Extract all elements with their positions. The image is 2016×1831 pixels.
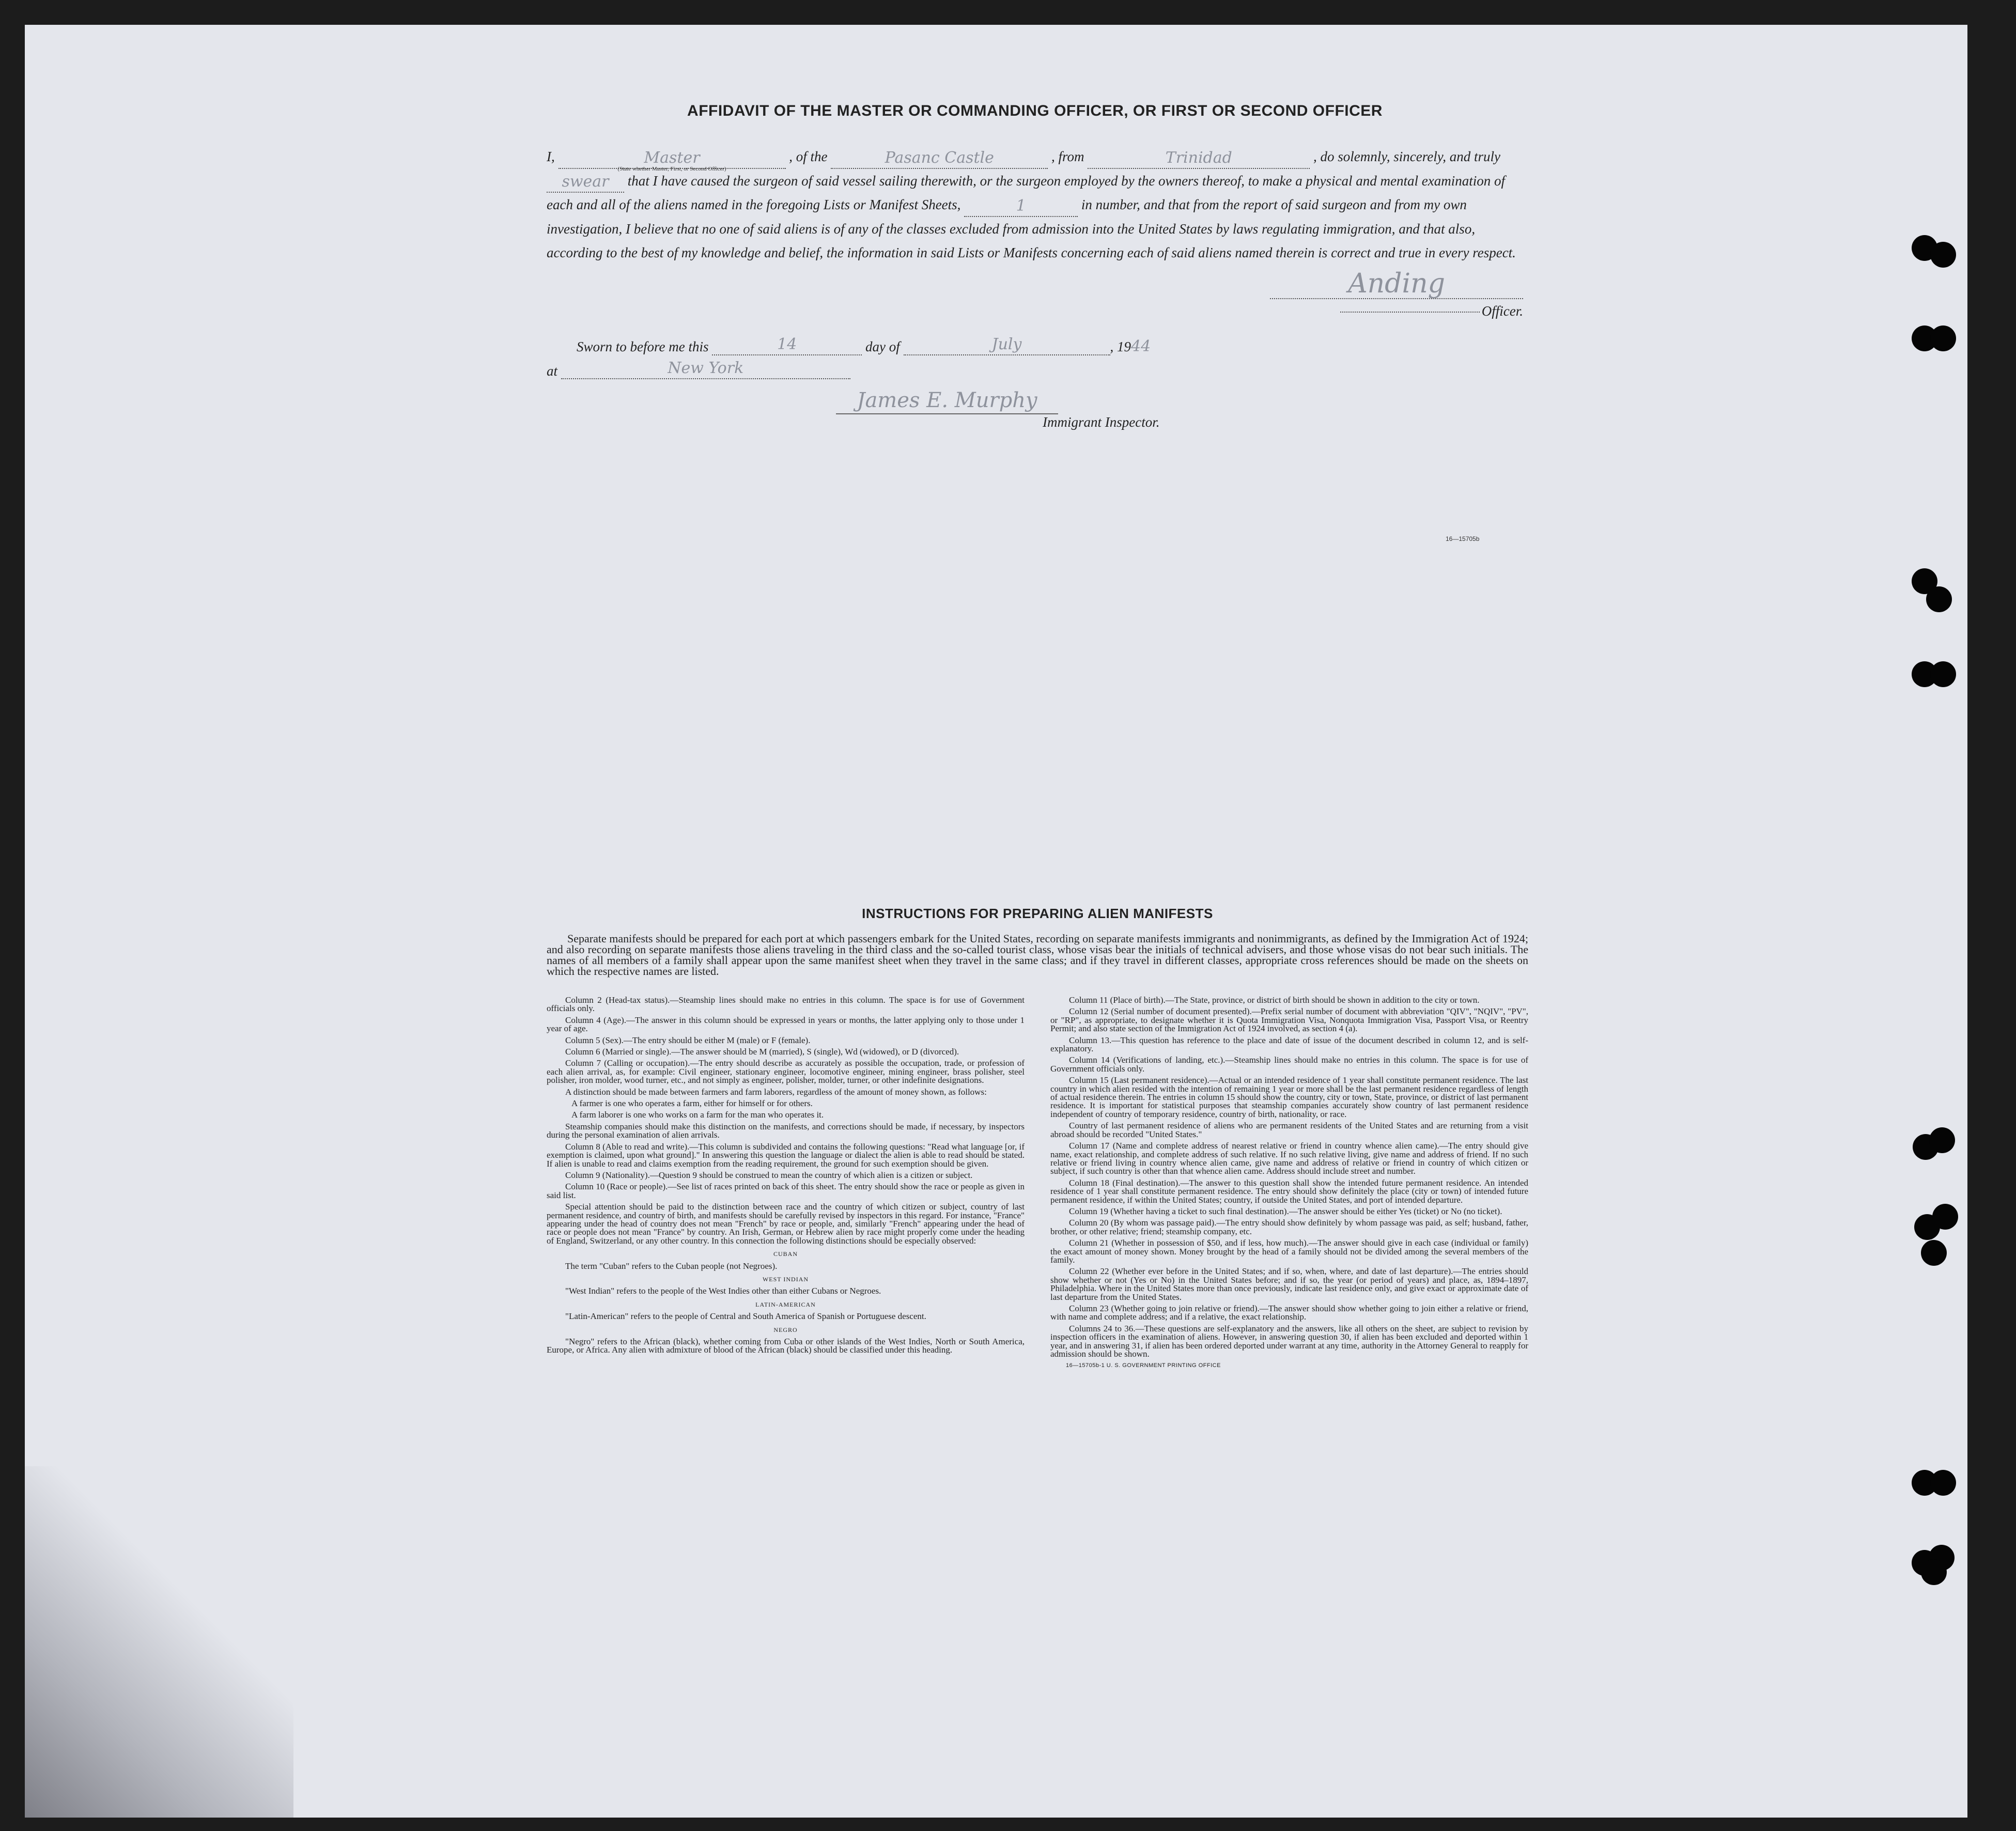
instructions-left-column — [547, 996, 1025, 1370]
right-paragraph: Column 12 (Serial number of document presented).—Prefix serial number of document with abbreviation "QIV", "NQIV", "PV", or "RP", as appropriate, to designate whether it is Quota Immigration Visa, Nonquota Immigration Visa, Passport Visa, or Reentry Permit; and also state section of the Immigration Act of 1924 involved, as section 4 (a). — [1050, 1006, 1528, 1034]
month-handwriting: July — [991, 335, 1022, 353]
affidavit-text-4: , do solemnly, sincerely, and truly — [1313, 149, 1500, 164]
subheading-negro: NEGRO — [773, 1326, 798, 1333]
document-page — [25, 25, 1967, 1818]
right-paragraph: Column 11 (Place of birth).—The State, province, or district of birth should be shown in addition to the city or town. — [1069, 995, 1480, 1005]
right-paragraph: Column 17 (Name and complete address of nearest relative or friend in country whence alien came).—The entry should give name, exact relationship, and complete address of such relative. If no such relative living, give name and address of friend. If no such relative or friend living in country whence alien came, give name and address of relative or friend in country of which citizen or subject, if such country is other than that whence alien came. Address should include street and number. — [1050, 1141, 1528, 1176]
subheading-cuban: CUBAN — [773, 1250, 798, 1258]
punch-hole — [1930, 661, 1956, 687]
left-paragraph: Column 7 (Calling or occupation).—The entry should describe as accurately as possible the occupation, trade, or profession of each alien arrival, as, for example: Civil engineer, stationary engineer, locomotive engineer, mining engineer, brass polisher, steel polisher, iron molder, wood turner, etc., and not simply as engineer, polisher, molder, turner, or other indefinite designations. — [547, 1058, 1025, 1085]
left-paragraph: "Negro" refers to the African (black), whether coming from Cuba or other islands of the West Indies, North or South America, Europe, or Africa. Any alien with admixture of blood of the African (black) should be classified under this heading. — [547, 1337, 1025, 1355]
right-paragraph: Column 19 (Whether having a ticket to such final destination).—The answer should be either Yes (ticket) or No (no ticket). — [1069, 1206, 1502, 1216]
place-field — [561, 359, 850, 379]
affidavit-section — [547, 102, 1523, 430]
rank-note: (State whether Master, First, or Second Officer) — [617, 165, 726, 172]
right-paragraph: Columns 24 to 36.—These questions are self-explanatory and the answers, like all others on the sheet, are subject to revision by inspection officers in the examination of aliens. However, in answering question 30, if alien has been excluded and deported within 1 year, and in answering 31, if alien has been ordered deported under warrant at any time, authority in the Attorney General to reapply for admission should be shown. — [1050, 1323, 1528, 1359]
signature-row — [547, 269, 1523, 299]
place-line — [547, 359, 1523, 379]
port-field — [1088, 148, 1310, 169]
left-paragraph: Column 5 (Sex).—The entry should be either M (male) or F (female). — [565, 1035, 811, 1045]
day-handwriting: 14 — [777, 335, 797, 353]
affidavit-title: AFFIDAVIT OF THE MASTER OR COMMANDING OFFICER, OR FIRST OR SECOND OFFICER — [687, 102, 1383, 119]
right-paragraph: Column 23 (Whether going to join relative or friend).—The answer should show whether going to join either a relative or friend, with name and complete address; and if a relative, the exact relationship. — [1050, 1304, 1528, 1322]
affidavit-text-5: that I have caused the surgeon of said vessel sailing therewith, or the surgeon employed by the owners thereof, to make a physical and mental examination of each and all of the aliens named in the foregoing Lists or Manifest Sheets, — [547, 173, 1505, 212]
right-paragraph: Column 13.—This question has reference to the place and date of issue of the document described in column 12, and is self-explanatory. — [1050, 1035, 1528, 1054]
officer-label: Officer. — [1481, 303, 1523, 319]
sworn-text-c: , 19 — [1110, 338, 1131, 354]
left-paragraph: Column 4 (Age).—The answer in this column should be expressed in years or months, the latter applying only to those under 1 year of age. — [547, 1015, 1025, 1034]
officer-line — [1340, 312, 1480, 313]
oath-handwriting: swear — [562, 173, 609, 191]
left-paragraph: A farmer is one who operates a farm, either for himself or for others. — [571, 1098, 813, 1109]
left-paragraph: Column 8 (Able to read and write).—This column is subdivided and contains the following questions: "Read what language [or, if exemption is claimed, upon what ground]." In answering this question the language or dialect the alien is able to read should be stated. If alien is unable to read and claims exemption from the reading requirement, the ground for such exemption should be given. — [547, 1141, 1025, 1169]
rank-field — [559, 148, 786, 172]
affidavit-text-2: , of the — [789, 149, 828, 164]
punch-hole — [1932, 1204, 1958, 1230]
vessel-handwriting: Pasanc Castle — [885, 148, 994, 167]
left-paragraph: A farm laborer is one who works on a farm for the man who operates it. — [571, 1110, 824, 1120]
left-paragraph: Column 2 (Head-tax status).—Steamship lines should make no entries in this column. The space is for use of Government officials only. — [547, 995, 1025, 1014]
printing-office-footer: 16—15705b-1 U. S. GOVERNMENT PRINTING OFFICE — [1066, 1362, 1221, 1369]
left-paragraph: Special attention should be paid to the distinction between race and the country of which citizen or subject, country of last permanent residence, and country of birth, and manifests should be carefully revised by inspectors in this regard. For instance, "France" appearing under the head of country does not mean "French" by race or people, and, similarly "French" appearing under the head of race or people does not mean "France" by country. An Irish, German, or Hebrew alien by race might properly come under the heading of England, Switzerland, or any other country. In this connection the following distinctions should be especially observed: — [547, 1202, 1025, 1246]
instructions-intro: Separate manifests should be prepared for each port at which passengers embark for the United States, recording on separate manifests immigrants and nonimmigrants, as defined by the Immigration Act of 1924; and also recording on separate manifests those aliens traveling in the third class and the so-called tourist class, whose visas bear the initials of technical advisers, and those whose visas do not bear such initials. The names of all members of a family shall appear upon the same manifest sheet when they travel in the same class; and if they travel in different classes, appropriate cross references should be made on the sheets on which the respective names are listed. — [547, 932, 1528, 977]
right-paragraph: Column 20 (By whom was passage paid).—The entry should show definitely by whom passage was paid, as self; husband, father, brother, or other relative; friend; steamship company, etc. — [1050, 1218, 1528, 1236]
year-handwriting: 44 — [1131, 337, 1151, 355]
day-field — [712, 335, 862, 355]
right-paragraph: Column 18 (Final destination).—The answer to this question shall show the intended future permanent residence. An intended residence of 1 year shall constitute permanent residence. The entry should show definitely the place (city or town) of intended future permanent residence, if within the United States; country, if outside the United States, and port of intended departure. — [1050, 1177, 1528, 1205]
instructions-title: INSTRUCTIONS FOR PREPARING ALIEN MANIFESTS — [862, 906, 1213, 921]
page-shadow — [25, 1466, 293, 1818]
subheading-west-indian: WEST INDIAN — [762, 1275, 809, 1283]
affidavit-text-3: , from — [1051, 149, 1084, 164]
instructions-right-column — [1050, 996, 1528, 1370]
left-paragraph: The term "Cuban" refers to the Cuban people (not Negroes). — [565, 1261, 778, 1271]
affidavit-text-1: I, — [547, 149, 555, 164]
sworn-line — [547, 335, 1523, 355]
at-label: at — [547, 363, 558, 379]
right-paragraph: Column 14 (Verifications of landing, etc.).—Steamship lines should make no entries in this column. The space is for use of Government officials only. — [1050, 1055, 1528, 1074]
punch-hole — [1926, 586, 1952, 612]
sheets-field — [964, 196, 1078, 217]
left-paragraph: A distinction should be made between farmers and farm laborers, regardless of the amount of money shown, as follows: — [565, 1087, 987, 1097]
right-paragraph: Column 21 (Whether in possession of $50, and if less, how much).—The answer should give in each case (individual or family) the exact amount of money shown. Money brought by the head of a family should not be divided among the several members of the family. — [1050, 1238, 1528, 1265]
right-paragraph: Column 15 (Last permanent residence).—Actual or an intended residence of 1 year shall constitute permanent residence. The last country in which alien resided with the intention of remaining 1 year or more shall be the last permanent residence regardless of length of actual residence therein. The entries in column 15 should show the country, city or town, State, province, or district of last permanent residence. It is important for statistical purposes that steamship companies accurately show country of last permanent residence independent of country of temporary residence, country of birth, nationality, or race. — [1050, 1075, 1528, 1119]
left-paragraph: "Latin-American" refers to the people of Central and South America of Spanish or Portuguese descent. — [565, 1311, 926, 1322]
sheets-handwriting: 1 — [1016, 196, 1026, 215]
punch-hole — [1930, 1470, 1956, 1496]
inspector-signature: James E. Murphy — [836, 387, 1058, 414]
form-number: 16—15705b — [1446, 535, 1480, 542]
left-paragraph: Steamship companies should make this distinction on the manifests, and corrections should be made, if necessary, by inspectors during the personal examination of alien arrivals. — [547, 1121, 1025, 1140]
left-paragraph: Column 6 (Married or single).—The answer should be M (married), S (single), Wd (widowed), or D (divorced). — [565, 1047, 959, 1057]
subheading-latin-american: LATIN-AMERICAN — [755, 1300, 816, 1308]
oath-field — [547, 172, 624, 193]
affidavit-text-6: in number, and that from the report of said surgeon and from my own investigation, I believe that no one of said aliens is of any of the classes excluded from admission into the United States by laws regulating immigration, and that also, according to the best of my knowledge and belief, the information in said Lists or Manifests concerning each of said aliens named therein is correct and true in every respect. — [547, 197, 1516, 260]
punch-hole — [1930, 325, 1956, 351]
instructions-section — [547, 906, 1528, 1370]
left-paragraph: Column 9 (Nationality).—Question 9 should be construed to mean the country of which alien is a citizen or subject. — [565, 1170, 973, 1180]
officer-row — [547, 303, 1523, 319]
right-paragraph: Country of last permanent residence of aliens who are permanent residents of the United States and are returning from a visit abroad should be recorded "United States." — [1050, 1121, 1528, 1139]
inspector-label: Immigrant Inspector. — [1043, 414, 1160, 430]
punch-hole — [1929, 1127, 1955, 1153]
month-field — [904, 335, 1110, 355]
right-paragraph: Column 22 (Whether ever before in the United States; and if so, when, where, and date of last departure).—The entries should show whether or not (Yes or No) in the United States before; and if so, the year (or period of years) and place, as, 1894–1897, Philadelphia. Where in the United States more than once previously, indicate last residence only, and give exact or approximate date of last departure from the United States. — [1050, 1266, 1528, 1302]
sworn-text-a: Sworn to before me this — [577, 338, 709, 354]
port-handwriting: Trinidad — [1165, 148, 1232, 167]
rank-handwriting: Master — [644, 148, 700, 167]
master-signature: Anding — [1270, 269, 1523, 299]
punch-hole — [1921, 1559, 1947, 1585]
punch-hole — [1921, 1240, 1947, 1266]
affidavit-body — [547, 145, 1523, 265]
sworn-text-b: day of — [865, 338, 900, 354]
punch-hole — [1930, 242, 1956, 268]
left-paragraph: "West Indian" refers to the people of the West Indies other than either Cubans or Negroes. — [565, 1286, 881, 1296]
vessel-field — [831, 148, 1048, 169]
instructions-columns — [547, 996, 1528, 1370]
left-paragraph: Column 10 (Race or people).—See list of races printed on back of this sheet. The entry should show the race or people as given in said list. — [547, 1182, 1025, 1200]
place-handwriting: New York — [668, 359, 744, 377]
